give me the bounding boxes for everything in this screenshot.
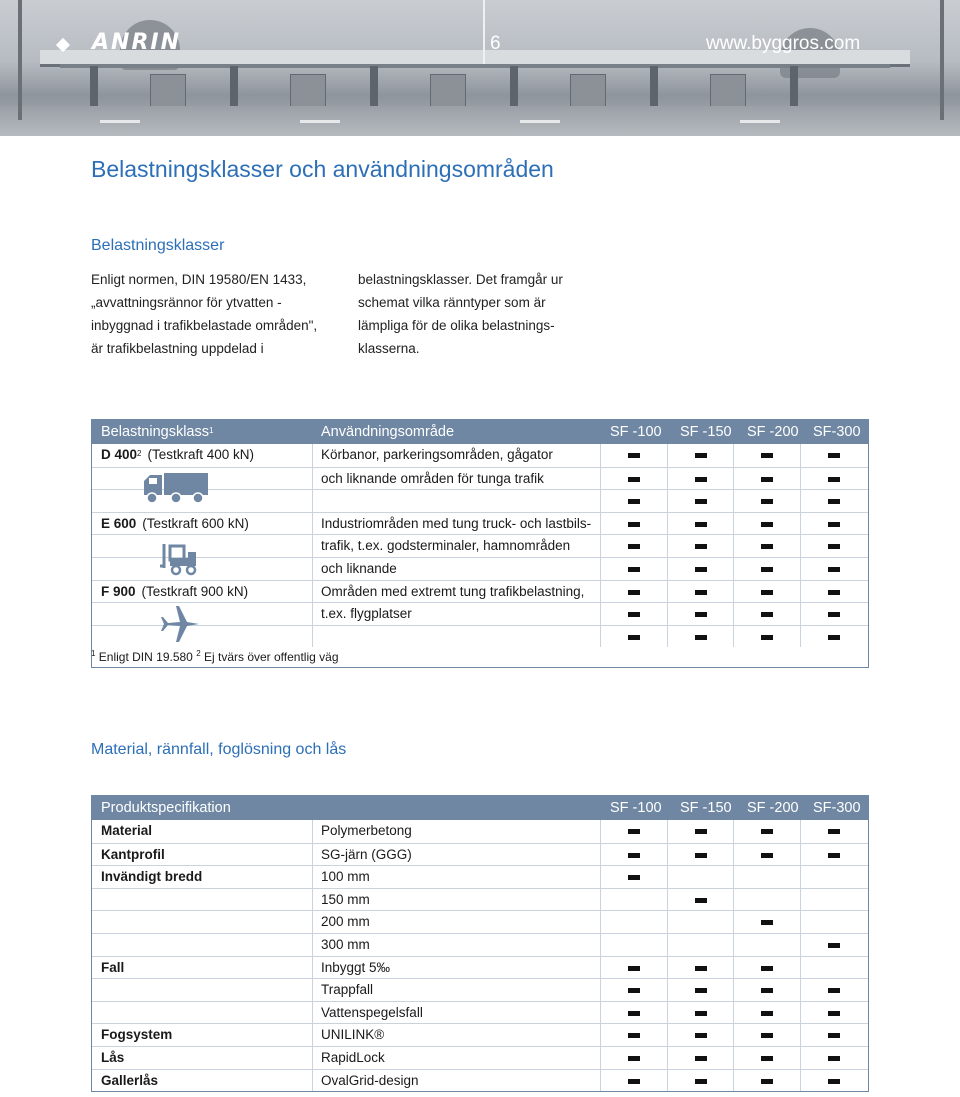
suitability-mark <box>828 853 840 858</box>
cell-divider <box>667 603 668 625</box>
cell-divider <box>312 979 313 1001</box>
suitability-mark <box>695 1056 707 1061</box>
suitability-mark <box>761 477 773 482</box>
cell-divider <box>733 979 734 1001</box>
toll-booth <box>710 74 746 110</box>
cell-omrade: trafik, t.ex. godsterminaler, hamnområden <box>321 538 571 554</box>
cell-divider <box>733 844 734 866</box>
cell-divider <box>733 934 734 956</box>
lamp-pole <box>18 0 22 120</box>
cell-klass <box>101 490 107 512</box>
cell-value: Inbyggt 5‰ <box>321 959 391 975</box>
cell-divider <box>312 558 313 580</box>
cell-klass <box>101 513 249 535</box>
cell-value: 300 mm <box>321 937 370 952</box>
lane-marking <box>300 120 340 123</box>
header-klass <box>101 420 213 444</box>
cell-divider <box>312 866 313 888</box>
header-sf100: SF -100 <box>610 424 662 440</box>
road <box>0 106 960 136</box>
cell-divider <box>600 911 601 933</box>
suitability-mark <box>828 499 840 504</box>
suitability-mark <box>761 1033 773 1038</box>
cell-divider <box>667 513 668 535</box>
cell-omrade: Körbanor, parkeringsområden, gågator <box>321 447 553 462</box>
cell-divider <box>667 844 668 866</box>
cell-value: RapidLock <box>321 1050 385 1065</box>
header-omrade: Användningsområde <box>321 424 455 440</box>
suitability-mark <box>695 853 707 858</box>
suitability-mark <box>761 988 773 993</box>
suitability-mark <box>761 522 773 527</box>
suitability-mark <box>628 875 640 880</box>
table-row <box>92 1046 868 1069</box>
cell-divider <box>312 1070 313 1092</box>
toll-booth <box>430 74 466 110</box>
cell-divider <box>667 1047 668 1069</box>
cell-value: Polymerbetong <box>321 823 412 838</box>
suitability-mark <box>695 635 707 640</box>
cell-divider <box>733 558 734 580</box>
cell-divider <box>600 581 601 603</box>
header-sf100: SF -100 <box>610 800 662 816</box>
cell-divider <box>733 626 734 648</box>
cell-value: Trappfall <box>321 982 374 998</box>
cell-omrade: t.ex. flygplatser <box>321 606 412 622</box>
website-url[interactable]: www.byggros.com <box>706 33 861 54</box>
cell-divider <box>800 444 801 467</box>
table-header <box>92 420 868 444</box>
cell-label: Material <box>101 823 153 838</box>
header-sf150: SF -150 <box>680 424 732 440</box>
table-row <box>92 534 868 557</box>
cell-divider <box>600 603 601 625</box>
cell-value: Vattenspegelsfall <box>321 1004 423 1020</box>
cell-divider <box>800 558 801 580</box>
lane-marking <box>100 120 140 123</box>
table-row <box>92 1023 868 1046</box>
cell-divider <box>733 1047 734 1069</box>
cell-value: SG-järn (GGG) <box>321 846 412 862</box>
suitability-mark <box>828 635 840 640</box>
suitability-mark <box>761 920 773 925</box>
cell-divider <box>800 535 801 557</box>
table-row <box>92 865 868 888</box>
cell-divider <box>667 558 668 580</box>
suitability-mark <box>761 1011 773 1016</box>
cell-label: Invändigt bredd <box>101 869 203 885</box>
table-row <box>92 820 868 843</box>
cell-divider <box>600 626 601 648</box>
suitability-mark <box>695 590 707 595</box>
cell-divider <box>600 513 601 535</box>
suitability-mark <box>628 544 640 549</box>
cell-divider <box>800 1070 801 1092</box>
cell-divider <box>312 1047 313 1069</box>
suitability-mark <box>628 853 640 858</box>
cell-divider <box>667 581 668 603</box>
cell-divider <box>312 934 313 956</box>
klass-code: D 400 <box>101 447 138 462</box>
text-line: schemat vilka ränntyper som är <box>358 295 546 310</box>
cell-divider <box>667 1002 668 1024</box>
suitability-mark <box>828 544 840 549</box>
cell-divider <box>600 934 601 956</box>
header-sf200: SF -200 <box>747 424 799 440</box>
table-row <box>92 933 868 956</box>
toll-booth <box>570 74 606 110</box>
suitability-mark <box>695 567 707 572</box>
cell-omrade: Områden med extremt tung trafikbelastning, <box>321 583 585 599</box>
cell-divider <box>600 490 601 512</box>
suitability-mark <box>695 477 707 482</box>
cell-divider <box>733 1070 734 1092</box>
cell-divider <box>667 1070 668 1092</box>
cell-klass <box>101 603 107 625</box>
header-klass-label: Belastningsklass <box>101 424 209 440</box>
suitability-mark <box>628 829 640 834</box>
suitability-mark <box>695 898 707 903</box>
cell-divider <box>600 1024 601 1046</box>
cell-divider <box>800 1024 801 1046</box>
cell-divider <box>800 979 801 1001</box>
cell-divider <box>800 626 801 648</box>
cell-value: OvalGrid-design <box>321 1072 419 1088</box>
table-row <box>92 978 868 1001</box>
cell-divider <box>733 444 734 467</box>
suitability-mark <box>695 522 707 527</box>
text-line: Enligt normen, DIN 19580/EN 1433, <box>91 272 307 287</box>
intro-text-col1 <box>91 268 341 360</box>
truck-icon <box>142 469 210 505</box>
suitability-mark <box>695 1011 707 1016</box>
cell-divider <box>667 866 668 888</box>
table-row <box>92 625 868 648</box>
toll-booth <box>150 74 186 110</box>
cell-divider <box>667 934 668 956</box>
forklift-icon <box>160 540 200 576</box>
cell-divider <box>600 468 601 490</box>
header-banner <box>0 0 960 136</box>
cell-divider <box>312 1024 313 1046</box>
table-row <box>92 602 868 625</box>
cell-label: Kantprofil <box>101 846 165 862</box>
cell-divider <box>800 889 801 911</box>
cell-divider <box>667 1024 668 1046</box>
cell-divider <box>312 1002 313 1024</box>
suitability-mark <box>628 567 640 572</box>
page-title: Belastningsklasser och användningsområden <box>91 156 554 182</box>
cell-divider <box>733 581 734 603</box>
cell-divider <box>667 626 668 648</box>
cell-divider <box>667 957 668 979</box>
cell-divider <box>600 866 601 888</box>
test-force: (Testkraft 900 kN) <box>141 583 249 599</box>
cell-omrade: Industriområden med tung truck- och lastbils- <box>321 515 592 531</box>
cell-divider <box>800 1002 801 1024</box>
cell-divider <box>312 444 313 467</box>
header-sf150: SF -150 <box>680 800 732 816</box>
cell-divider <box>600 889 601 911</box>
page-number: 6 <box>490 33 501 54</box>
cell-divider <box>312 820 313 843</box>
suitability-mark <box>628 453 640 458</box>
cell-divider <box>667 490 668 512</box>
suitability-mark <box>761 590 773 595</box>
suitability-mark <box>628 499 640 504</box>
suitability-mark <box>695 829 707 834</box>
cell-omrade: och liknande <box>321 561 397 576</box>
cell-label: Lås <box>101 1050 125 1065</box>
suitability-mark <box>628 988 640 993</box>
footnote-sup-2: 2 <box>196 649 201 658</box>
suitability-mark <box>828 943 840 948</box>
suitability-mark <box>761 499 773 504</box>
suitability-mark <box>828 1033 840 1038</box>
suitability-mark <box>628 966 640 971</box>
cell-klass <box>101 626 107 648</box>
suitability-mark <box>761 567 773 572</box>
cell-divider <box>600 444 601 467</box>
cell-value: 100 mm <box>321 869 370 885</box>
cell-divider <box>600 979 601 1001</box>
text-line: belastningsklasser. Det framgår ur <box>358 272 563 287</box>
suitability-mark <box>828 477 840 482</box>
suitability-mark <box>695 966 707 971</box>
header-spec: Produktspecifikation <box>101 800 231 816</box>
suitability-mark <box>628 590 640 595</box>
cell-divider <box>600 1002 601 1024</box>
suitability-mark <box>695 499 707 504</box>
cell-divider <box>800 820 801 843</box>
table-row <box>92 1069 868 1092</box>
suitability-mark <box>628 1033 640 1038</box>
test-force: (Testkraft 600 kN) <box>142 515 249 531</box>
cell-divider <box>600 957 601 979</box>
table-header <box>92 796 868 820</box>
suitability-mark <box>628 522 640 527</box>
cell-divider <box>733 468 734 490</box>
suitability-mark <box>828 590 840 595</box>
lane-marking <box>520 120 560 123</box>
cell-divider <box>312 603 313 625</box>
suitability-mark <box>828 612 840 617</box>
suitability-mark <box>695 1079 707 1084</box>
cell-divider <box>800 513 801 535</box>
cell-divider <box>733 911 734 933</box>
suitability-mark <box>695 544 707 549</box>
cell-divider <box>667 889 668 911</box>
cell-divider <box>733 957 734 979</box>
cell-divider <box>733 513 734 535</box>
suitability-mark <box>828 1079 840 1084</box>
cell-label: Fall <box>101 959 125 975</box>
text-line: lämpliga för de olika belastnings- <box>358 318 555 333</box>
suitability-mark <box>761 612 773 617</box>
cell-divider <box>800 1047 801 1069</box>
cell-klass <box>101 444 254 466</box>
cell-divider <box>312 957 313 979</box>
cell-divider <box>733 603 734 625</box>
product-spec-table <box>91 795 869 1092</box>
suitability-mark <box>761 1056 773 1061</box>
cell-label: Fogsystem <box>101 1027 173 1043</box>
cell-divider <box>600 558 601 580</box>
header-sf300: SF-300 <box>813 424 861 440</box>
load-class-table <box>91 419 869 668</box>
table-row <box>92 580 868 603</box>
suitability-mark <box>695 988 707 993</box>
suitability-mark <box>761 1079 773 1084</box>
suitability-mark <box>628 1011 640 1016</box>
suitability-mark <box>628 635 640 640</box>
cell-divider <box>800 468 801 490</box>
table-row <box>92 512 868 535</box>
cell-divider <box>733 535 734 557</box>
suitability-mark <box>828 829 840 834</box>
cell-divider <box>312 490 313 512</box>
cell-divider <box>312 844 313 866</box>
suitability-mark <box>828 567 840 572</box>
section-heading-material: Material, rännfall, foglösning och lås <box>91 741 347 758</box>
toll-booth <box>290 74 326 110</box>
klass-code: F 900 <box>101 583 136 599</box>
suitability-mark <box>828 1056 840 1061</box>
cell-divider <box>312 626 313 648</box>
suitability-mark <box>695 612 707 617</box>
cell-divider <box>667 911 668 933</box>
suitability-mark <box>828 1011 840 1016</box>
cell-divider <box>667 444 668 467</box>
cell-divider <box>733 889 734 911</box>
cell-value: UNILINK® <box>321 1027 385 1043</box>
suitability-mark <box>761 544 773 549</box>
footnote-text-1: Enligt DIN 19.580 <box>95 650 197 664</box>
table-row <box>92 888 868 911</box>
suitability-mark <box>761 829 773 834</box>
cell-value: 150 mm <box>321 891 370 907</box>
text-line: klasserna. <box>358 341 420 356</box>
cell-divider <box>312 513 313 535</box>
cell-divider <box>800 957 801 979</box>
cell-divider <box>600 1070 601 1092</box>
header-sf200: SF -200 <box>747 800 799 816</box>
table-row <box>92 444 868 467</box>
lamp-pole <box>940 0 944 120</box>
suitability-mark <box>628 477 640 482</box>
cell-divider <box>667 820 668 843</box>
suitability-mark <box>628 612 640 617</box>
cell-value: 200 mm <box>321 914 370 930</box>
cell-divider <box>312 911 313 933</box>
cell-divider <box>667 535 668 557</box>
suitability-mark <box>695 453 707 458</box>
footnote-sup-1: 1 <box>91 649 96 658</box>
cell-divider <box>600 1047 601 1069</box>
cell-klass <box>101 581 248 603</box>
cell-klass <box>101 558 107 580</box>
suitability-mark <box>628 1056 640 1061</box>
suitability-mark <box>828 453 840 458</box>
text-line: inbyggnad i trafikbelastade områden", <box>91 318 318 333</box>
cell-divider <box>600 844 601 866</box>
cell-divider <box>733 490 734 512</box>
suitability-mark <box>828 522 840 527</box>
lane-marking <box>740 120 780 123</box>
suitability-mark <box>761 853 773 858</box>
intro-text-col2 <box>358 268 608 360</box>
cell-divider <box>733 866 734 888</box>
klass-code: E 600 <box>101 515 137 531</box>
table-row <box>92 843 868 866</box>
cell-divider <box>800 911 801 933</box>
table-row <box>92 557 868 580</box>
cell-divider <box>312 468 313 490</box>
section-heading-belastningsklasser: Belastningsklasser <box>91 237 225 254</box>
cell-divider <box>733 1024 734 1046</box>
cell-divider <box>733 1002 734 1024</box>
cell-divider <box>667 468 668 490</box>
suitability-mark <box>761 635 773 640</box>
suitability-mark <box>828 988 840 993</box>
footnote-ref: 2 <box>137 449 142 458</box>
brand-logo: ANRIN <box>92 30 181 55</box>
footnote-text-2: Ej tvärs över offentlig väg <box>200 650 339 664</box>
suitability-mark <box>695 1033 707 1038</box>
cell-divider <box>800 844 801 866</box>
suitability-mark <box>628 1079 640 1084</box>
toll-canopy-beam <box>60 64 890 68</box>
text-line: är trafikbelastning uppdelad i <box>91 341 264 356</box>
cell-divider <box>312 535 313 557</box>
footnote-ref: 1 <box>209 426 214 435</box>
cell-klass <box>101 468 107 490</box>
cell-divider <box>800 603 801 625</box>
cell-divider <box>667 979 668 1001</box>
table-row <box>92 910 868 933</box>
cell-divider <box>800 581 801 603</box>
table-row <box>92 956 868 979</box>
cell-divider <box>733 820 734 843</box>
cell-label: Gallerlås <box>101 1072 159 1088</box>
cell-divider <box>312 889 313 911</box>
suitability-mark <box>761 453 773 458</box>
cell-divider <box>800 866 801 888</box>
header-sf300: SF-300 <box>813 800 861 816</box>
cell-divider <box>600 535 601 557</box>
cell-omrade: och liknande områden för tunga trafik <box>321 470 544 486</box>
cell-divider <box>312 581 313 603</box>
cell-divider <box>600 820 601 843</box>
cell-divider <box>800 490 801 512</box>
text-line: „avvattningsrännor för ytvatten - <box>91 295 282 310</box>
cell-divider <box>800 934 801 956</box>
airplane-icon <box>160 603 200 645</box>
cell-klass <box>101 535 107 557</box>
header-divider <box>483 0 485 64</box>
suitability-mark <box>761 966 773 971</box>
test-force: (Testkraft 400 kN) <box>147 447 255 462</box>
table-row <box>92 1001 868 1024</box>
footnote <box>91 650 339 664</box>
